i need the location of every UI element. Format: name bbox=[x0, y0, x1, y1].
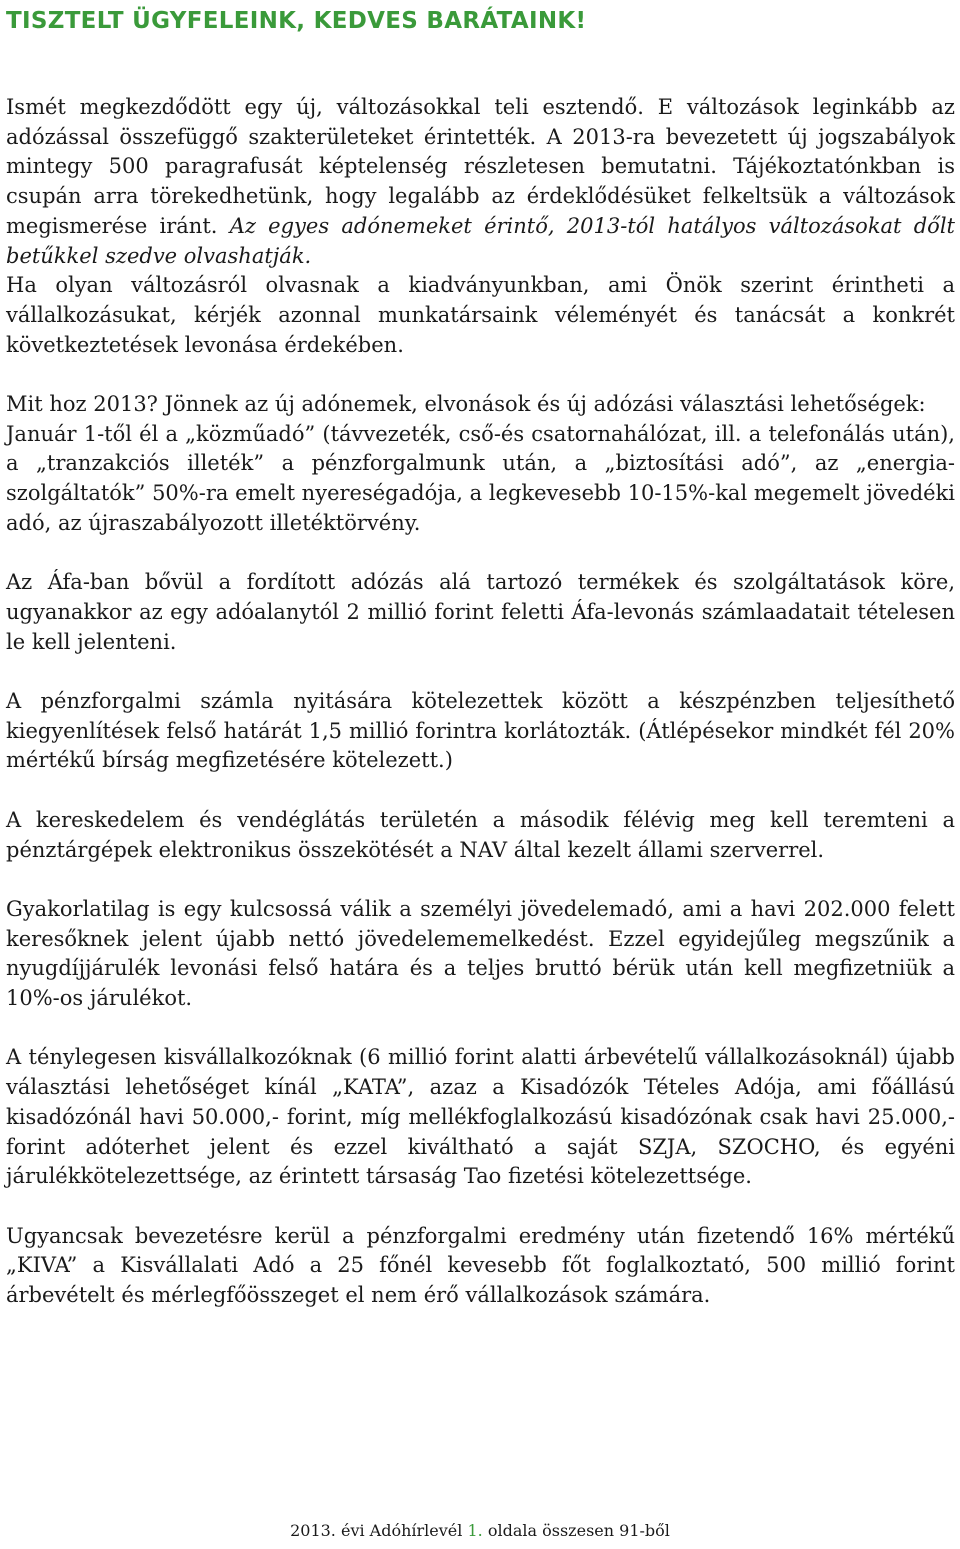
paragraph-cash-registers: A kereskedelem és vendéglátás területén a második félévig meg kell teremteni a pénztárgépek elektronikus összekötését a NAV által kezelt állami szerverrel. bbox=[6, 807, 955, 862]
paragraph-consultation: Ha olyan változásról olvasnak a kiadványunkban, ami Önök szerint érintheti a vállalkozásukat, kérjék azonnal munkatársaink véleményét és tanácsát a konkrét következtetések levonása érdekében. bbox=[6, 273, 955, 357]
paragraph-cash-limit: A pénzforgalmi számla nyitására kötelezettek között a készpénzben teljesíthető kiegyenlítések felső határát 1,5 millió forintra korlátozták. (Átlépésekor mindkét fél 20% mértékű bírság megfizetésére kötelezett.) bbox=[6, 689, 955, 773]
intro-italic-note: Az egyes adónemeket érintő, 2013-tól hatályos változásokat dőlt betűkkel szedve olvashatják. bbox=[6, 213, 955, 268]
page-footer bbox=[0, 1521, 960, 1540]
paragraph-kata: A ténylegesen kisvállalkozóknak (6 millió forint alatti árbevételű vállalkozásoknál) újabb választási lehetőséget kínál „KATA”, azaz a Kisadózók Tételes Adója, ami főállású kisadózónál havi 50.000,- forint, míg mellékfoglalkozású kisadózónak csak havi 25.000,- forint adóterhet jelent és ezzel kiváltható a saját SZJA, SZOCHO, és egyéni járulékkötelezettsége, az érintett társaság Tao fizetési kötelezettsége. bbox=[6, 1045, 955, 1189]
intro-text: Ismét megkezdődött egy új, változásokkal teli esztendő. E változások leginkább az adózással összefüggő szakterületeket érintették. A 2013-ra bevezetett új jogszabályok mintegy 500 paragrafusát képtelenség részletesen bemutatni. Tájékoztatónkban is csupán arra törekedhetünk, hogy legalább az érdeklődésüket felkeltsük a változások megismerése iránt. bbox=[6, 95, 955, 238]
intro-paragraph bbox=[6, 93, 955, 271]
footer-suffix: oldala összesen 91-ből bbox=[487, 1521, 670, 1540]
paragraph-vat: Az Áfa-ban bővül a fordított adózás alá tartozó termékek és szolgáltatások köre, ugyanakkor az egy adóalanytól 2 millió forint feletti Áfa-levonás számlaadatait tételesen le kell jelenteni. bbox=[6, 570, 955, 654]
page-heading: TISZTELT ÜGYFELEINK, KEDVES BARÁTAINK! bbox=[6, 8, 587, 34]
footer-prefix: 2013. évi Adóhírlevél bbox=[290, 1521, 463, 1540]
paragraph-new-taxes-intro: Mit hoz 2013? Jönnek az új adónemek, elvonások és új adózási választási lehetőségek: bbox=[6, 392, 926, 417]
footer-page-number: 1. bbox=[467, 1521, 483, 1540]
paragraph-new-taxes-list: Január 1-től él a „közműadó” (távvezeték, cső-és csatornahálózat, ill. a telefonálás után), a „tranzakciós illeték” a pénzforgalmunk után, a „biztosítási adó”, az „energia-szolgáltatók” 50%-ra emelt nyereségadója, a legkevesebb 10-15%-kal megemelt jövedéki adó, az újraszabályozott illetéktörvény. bbox=[6, 421, 955, 535]
paragraph-personal-income-tax: Gyakorlatilag is egy kulcsossá válik a személyi jövedelemadó, ami a havi 202.000 felett keresőknek jelent újabb nettó jövedelememelkedést. Ezzel egyidejűleg megszűnik a nyugdíjjárulék levonási felső határa és a teljes bruttó bérük után kell megfizetniük a 10%-os járulékot. bbox=[6, 896, 955, 1011]
document-body bbox=[6, 93, 955, 1311]
paragraph-kiva: Ugyancsak bevezetésre kerül a pénzforgalmi eredmény után fizetendő 16% mértékű „KIVA” a Kisvállalati Adó a 25 főnél kevesebb főt foglalkoztató, 500 millió forint árbevételt és mérlegfőösszeget el nem érő vállalkozások számára. bbox=[6, 1223, 955, 1308]
